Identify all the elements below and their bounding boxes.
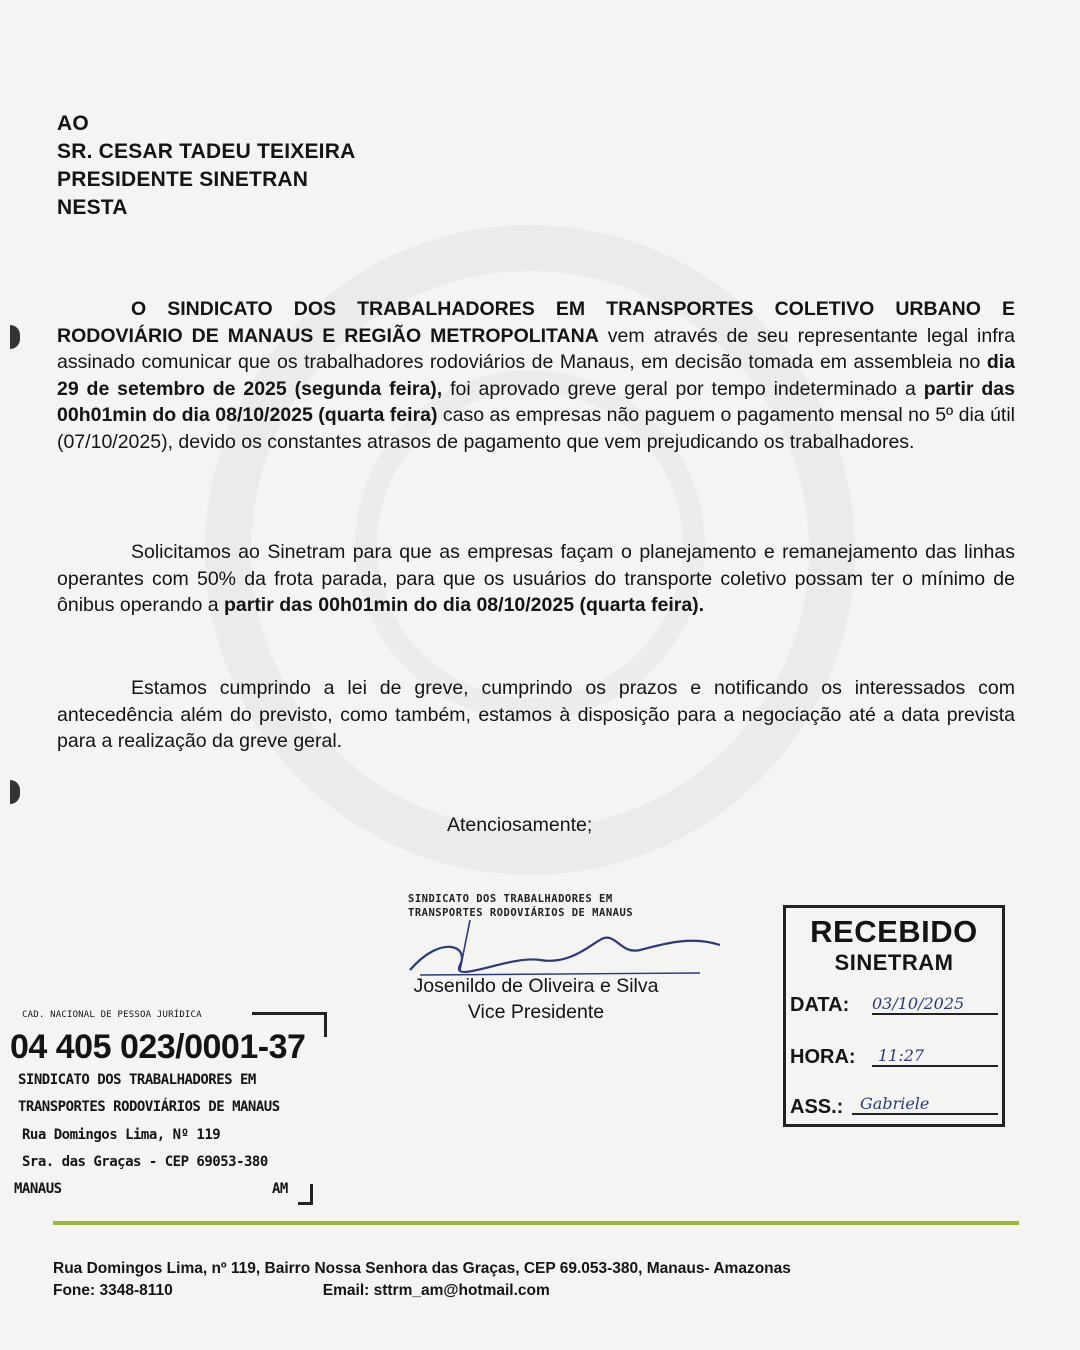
received-org: SINETRAM <box>834 950 954 975</box>
cnpj-line: Sra. das Graças - CEP 69053-380 <box>22 1154 268 1170</box>
strike-start: partir das 00h01min do dia 08/10/2025 (quarta feira) <box>57 377 1015 427</box>
signature-stamp-line: SINDICATO DOS TRABALHADORES EM <box>408 893 613 905</box>
time-value: 11:27 <box>872 1046 998 1067</box>
footer-address: Rua Domingos Lima, nº 119, Bairro Nossa Senhora das Graças, CEP 69.053-380, Manaus- Amazonas <box>53 1260 791 1277</box>
closing: Atenciosamente; <box>447 814 593 836</box>
received-title: RECEBIDO <box>810 914 978 949</box>
cnpj-stamp <box>10 1006 320 1206</box>
cnpj-header: CAD. NACIONAL DE PESSOA JURÍDICA <box>22 1010 202 1020</box>
cnpj-number: 04 405 023/0001-37 <box>10 1028 306 1066</box>
received-stamp <box>783 905 1005 1127</box>
recipient-block <box>57 110 355 222</box>
cnpj-line: TRANSPORTES RODOVIÁRIOS DE MANAUS <box>18 1099 280 1115</box>
date-value: 03/10/2025 <box>872 994 998 1015</box>
body-paragraph-3 <box>57 675 1015 755</box>
footer <box>53 1258 791 1302</box>
date-label: DATA: <box>790 994 850 1016</box>
stamp-bracket <box>298 1184 313 1205</box>
recipient-line: AO <box>57 112 89 135</box>
body-paragraph-2 <box>57 539 1015 619</box>
footer-rule <box>53 1221 1019 1225</box>
signatory-block <box>386 973 686 1025</box>
receiver-signature: Gabriele <box>852 1094 998 1115</box>
recipient-title: PRESIDENTE SINETRAN <box>57 168 309 191</box>
signatory-title: Vice Presidente <box>467 1001 605 1023</box>
union-name: O SINDICATO DOS TRABALHADORES EM TRANSPORTES COLETIVO URBANO E RODOVIÁRIO DE MANAUS E REGIÃO METROPOLITANA <box>57 298 1015 347</box>
cnpj-line: Rua Domingos Lima, Nº 119 <box>22 1127 221 1143</box>
paragraph-text: foi aprovado greve geral por tempo indeterminado a <box>442 377 924 400</box>
punch-hole-mark <box>10 325 20 349</box>
punch-hole-mark <box>10 780 20 804</box>
recipient-name: SR. CESAR TADEU TEIXEIRA <box>57 140 356 163</box>
time-label: HORA: <box>790 1046 856 1068</box>
signature-stamp-line: TRANSPORTES RODOVIÁRIOS DE MANAUS <box>408 907 634 919</box>
footer-phone: Fone: 3348-8110 <box>53 1282 173 1299</box>
strike-start: partir das 00h01min do dia 08/10/2025 (quarta feira). <box>223 594 705 617</box>
assembly-date: dia 29 de setembro de 2025 (segunda feira), <box>57 351 1015 400</box>
footer-email: Email: sttrm_am@hotmail.com <box>322 1282 550 1299</box>
sign-label: ASS.: <box>790 1096 844 1118</box>
paragraph-text: caso as empresas não paguem o pagamento mensal no 5º dia útil (07/10/2025), devido os constantes atrasos de pagamento que vem prejudicando os trabalhadores. <box>57 404 1015 453</box>
paragraph-text: vem através de seu representante legal infra assinado comunicar que os trabalhadores rodoviários de Manaus, em decisão tomada em assembleia no <box>57 324 1015 374</box>
recipient-line: NESTA <box>57 196 128 219</box>
body-paragraph-1 <box>57 296 1015 456</box>
cnpj-state: AM <box>272 1181 288 1197</box>
signatory-name: Josenildo de Oliveira e Silva <box>413 975 659 997</box>
cnpj-city: MANAUS <box>14 1181 62 1197</box>
paragraph-text: Solicitamos ao Sinetram para que as empresas façam o planejamento e remanejamento das linhas operantes com 50% da frota parada, para que os usuários do transporte coletivo possam ter o mínimo de ônibus operando a <box>57 541 1015 617</box>
cnpj-line: SINDICATO DOS TRABALHADORES EM <box>18 1072 256 1088</box>
paragraph-text: Estamos cumprindo a lei de greve, cumprindo os prazos e notificando os interessados com antecedência além do previsto, como também, estamos à disposição para a negociação até a data prevista para a realização da greve geral. <box>57 677 1015 753</box>
